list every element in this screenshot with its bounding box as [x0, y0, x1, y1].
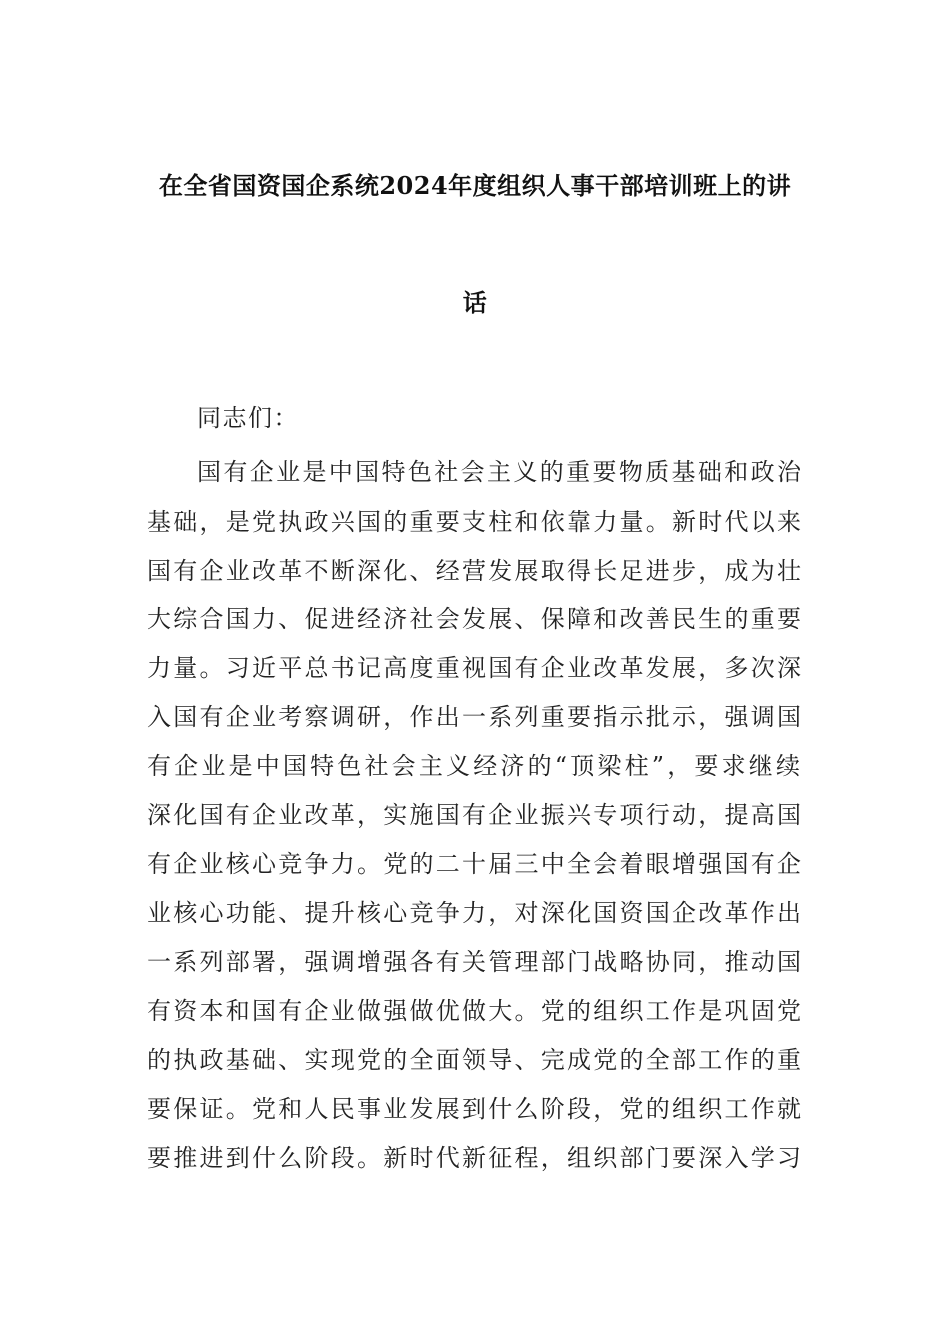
paragraph-line: 国有企业是中国特色社会主义的重要物质基础和政治 — [197, 458, 803, 486]
paragraph-line: 大综合国力、促进经济社会发展、保障和改善民生的重要 — [147, 605, 803, 633]
paragraph-line: 有资本和国有企业做强做优做大。党的组织工作是巩固党 — [147, 997, 803, 1025]
paragraph-line: 要推进到什么阶段。新时代新征程，组织部门要深入学习 — [147, 1144, 803, 1172]
paragraph-line: 有企业是中国特色社会主义经济的“顶梁柱”，要求继续 — [147, 752, 803, 780]
salutation: 同志们： — [197, 404, 299, 432]
paragraph-line: 的执政基础、实现党的全面领导、完成党的全部工作的重 — [147, 1046, 803, 1074]
paragraph-line: 有企业核心竞争力。党的二十届三中全会着眼增强国有企 — [147, 850, 803, 878]
paragraph-line: 深化国有企业改革，实施国有企业振兴专项行动，提高国 — [147, 801, 803, 829]
paragraph-line: 要保证。党和人民事业发展到什么阶段，党的组织工作就 — [147, 1095, 803, 1123]
paragraph-line: 入国有企业考察调研，作出一系列重要指示批示，强调国 — [147, 703, 803, 731]
paragraph-line: 力量。习近平总书记高度重视国有企业改革发展，多次深 — [147, 654, 803, 682]
paragraph-line: 业核心功能、提升核心竞争力，对深化国资国企改革作出 — [147, 899, 803, 927]
paragraph-line: 基础，是党执政兴国的重要支柱和依靠力量。新时代以来 — [147, 508, 803, 536]
document-title-line-1: 在全省国资国企系统2024年度组织人事干部培训班上的讲 — [158, 171, 792, 200]
document-title-line-2: 话 — [462, 288, 488, 317]
paragraph-line: 一系列部署，强调增强各有关管理部门战略协同，推动国 — [147, 948, 803, 976]
paragraph-line: 国有企业改革不断深化、经营发展取得长足进步，成为壮 — [147, 557, 803, 585]
